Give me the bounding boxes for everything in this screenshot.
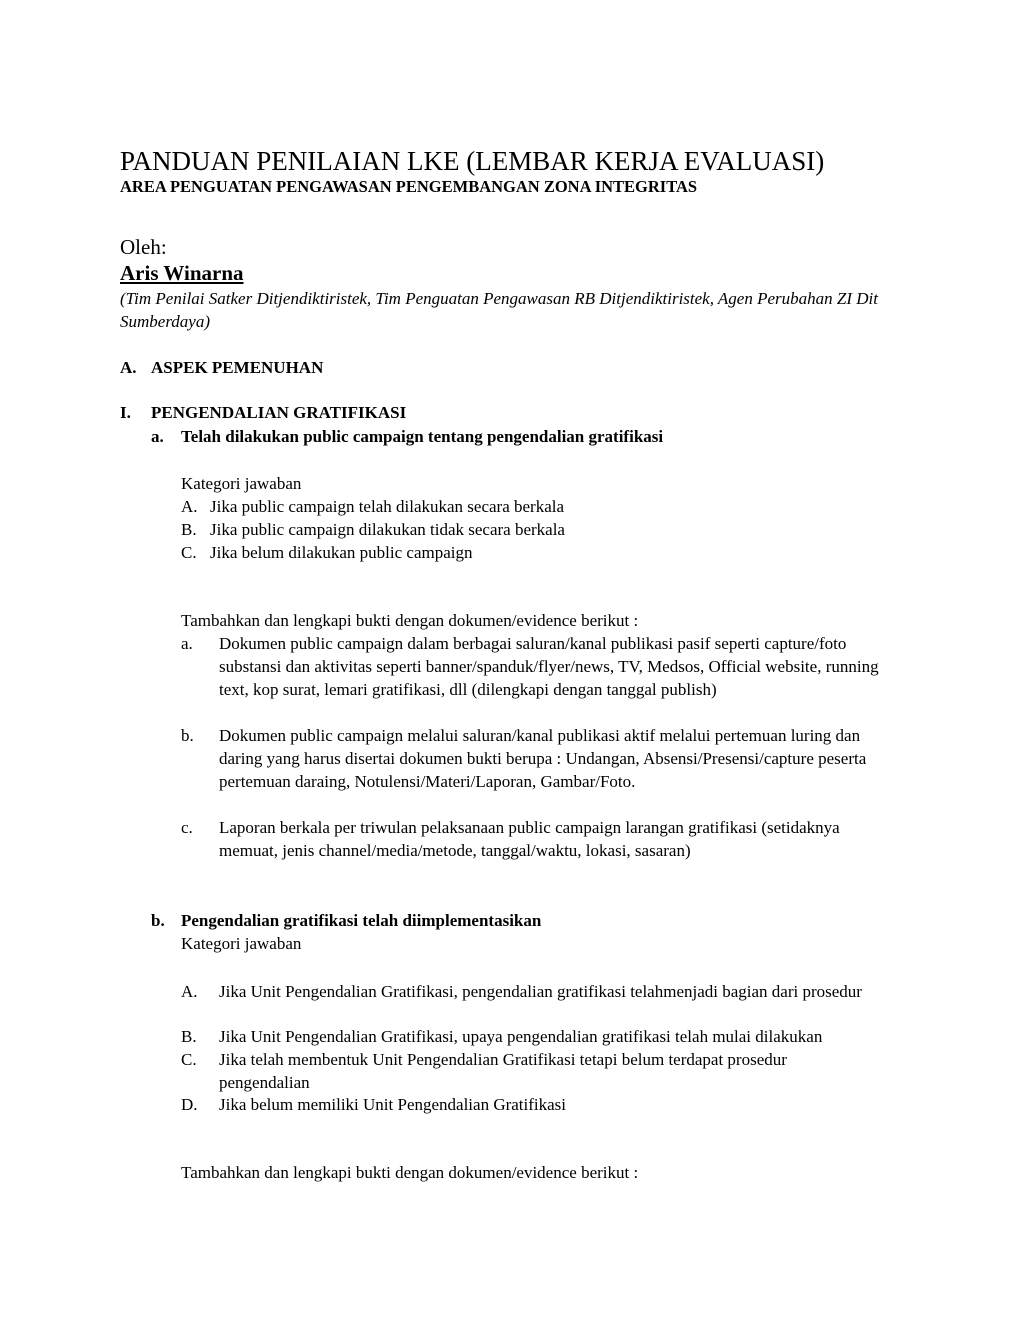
item-a-category-A	[181, 495, 564, 518]
item-a-evidence-b	[181, 724, 911, 793]
item-b-category-B	[181, 1025, 921, 1048]
item-a-category-C	[181, 541, 473, 564]
category-marker: C.	[181, 543, 197, 562]
evidence-text: Dokumen public campaign melalui saluran/kanal publikasi aktif melalui pertemuan luring dan daring yang harus disertai dokumen bukti berupa : Undangan, Absensi/Presensi/capture peserta pertemuan daraing, Notulensi/Materi/Laporan, Gambar/Foto.	[219, 726, 867, 791]
section-i-heading	[120, 402, 406, 424]
category-marker: A.	[181, 497, 198, 516]
category-text: Jika public campaign dilakukan tidak secara berkala	[210, 520, 565, 539]
item-b-category-label: Kategori jawaban	[181, 934, 302, 953]
category-marker: C.	[181, 1050, 197, 1069]
category-marker: B.	[181, 1027, 197, 1046]
item-a-evidence-c	[181, 816, 911, 862]
item-b-heading	[151, 910, 541, 932]
item-a-evidence-a	[181, 632, 911, 701]
item-b-marker: b.	[151, 911, 165, 930]
section-a-title: ASPEK PEMENUHAN	[151, 358, 324, 377]
category-text: Jika Unit Pengendalian Gratifikasi, pengendalian gratifikasi telahmenjadi bagian dari prosedur	[219, 982, 862, 1001]
category-marker: B.	[181, 520, 197, 539]
category-text: Jika public campaign telah dilakukan secara berkala	[210, 497, 565, 516]
evidence-text: Dokumen public campaign dalam berbagai saluran/kanal publikasi pasif seperti capture/foto substansi dan aktivitas seperti banner/spanduk/flyer/news, TV, Medsos, Official website, running text, kop surat, lemari gratifikasi, dll (dilengkapi dengan tanggal publish)	[219, 634, 879, 699]
item-b-evidence-label: Tambahkan dan lengkapi bukti dengan dokumen/evidence berikut :	[181, 1163, 639, 1182]
section-a-heading	[120, 357, 323, 379]
section-i-marker: I.	[120, 403, 131, 422]
category-text: Jika belum dilakukan public campaign	[210, 543, 473, 562]
evidence-text: Laporan berkala per triwulan pelaksanaan public campaign larangan gratifikasi (setidaknya memuat, jenis channel/media/metode, tanggal/waktu, lokasi, sasaran)	[219, 818, 840, 860]
item-a-category-label: Kategori jawaban	[181, 474, 302, 493]
item-a-marker: a.	[151, 427, 164, 446]
item-a-category-B	[181, 518, 565, 541]
category-marker: D.	[181, 1095, 198, 1114]
evidence-marker: a.	[181, 634, 193, 653]
item-a-evidence-label: Tambahkan dan lengkapi bukti dengan dokumen/evidence berikut :	[181, 611, 639, 630]
evidence-marker: c.	[181, 818, 193, 837]
category-text: Jika belum memiliki Unit Pengendalian Gratifikasi	[219, 1095, 567, 1114]
section-i-title: PENGENDALIAN GRATIFIKASI	[151, 403, 407, 422]
category-text: Jika telah membentuk Unit Pengendalian Gratifikasi tetapi belum terdapat prosedur pengendalian	[219, 1050, 787, 1092]
item-a-heading	[151, 426, 663, 448]
evidence-marker: b.	[181, 726, 194, 745]
author-affiliation: (Tim Penilai Satker Ditjendiktiristek, Tim Penguatan Pengawasan RB Ditjendiktiristek, Agen Perubahan ZI Dit Sumberdaya)	[120, 289, 878, 331]
document-subtitle: AREA PENGUATAN PENGAWASAN PENGEMBANGAN ZONA INTEGRITAS	[120, 177, 698, 196]
item-b-title: Pengendalian gratifikasi telah diimplementasikan	[181, 911, 542, 930]
item-a-title: Telah dilakukan public campaign tentang pengendalian gratifikasi	[181, 427, 664, 446]
by-label: Oleh:	[120, 235, 167, 259]
author-name: Aris Winarna	[120, 261, 244, 285]
category-text: Jika Unit Pengendalian Gratifikasi, upaya pengendalian gratifikasi telah mulai dilakukan	[219, 1027, 823, 1046]
item-b-category-C	[181, 1048, 911, 1094]
document-title: PANDUAN PENILAIAN LKE (LEMBAR KERJA EVALUASI)	[120, 146, 825, 176]
category-marker: A.	[181, 982, 198, 1001]
item-b-category-A	[181, 980, 911, 1003]
item-b-category-D	[181, 1093, 911, 1116]
section-a-marker: A.	[120, 358, 137, 377]
